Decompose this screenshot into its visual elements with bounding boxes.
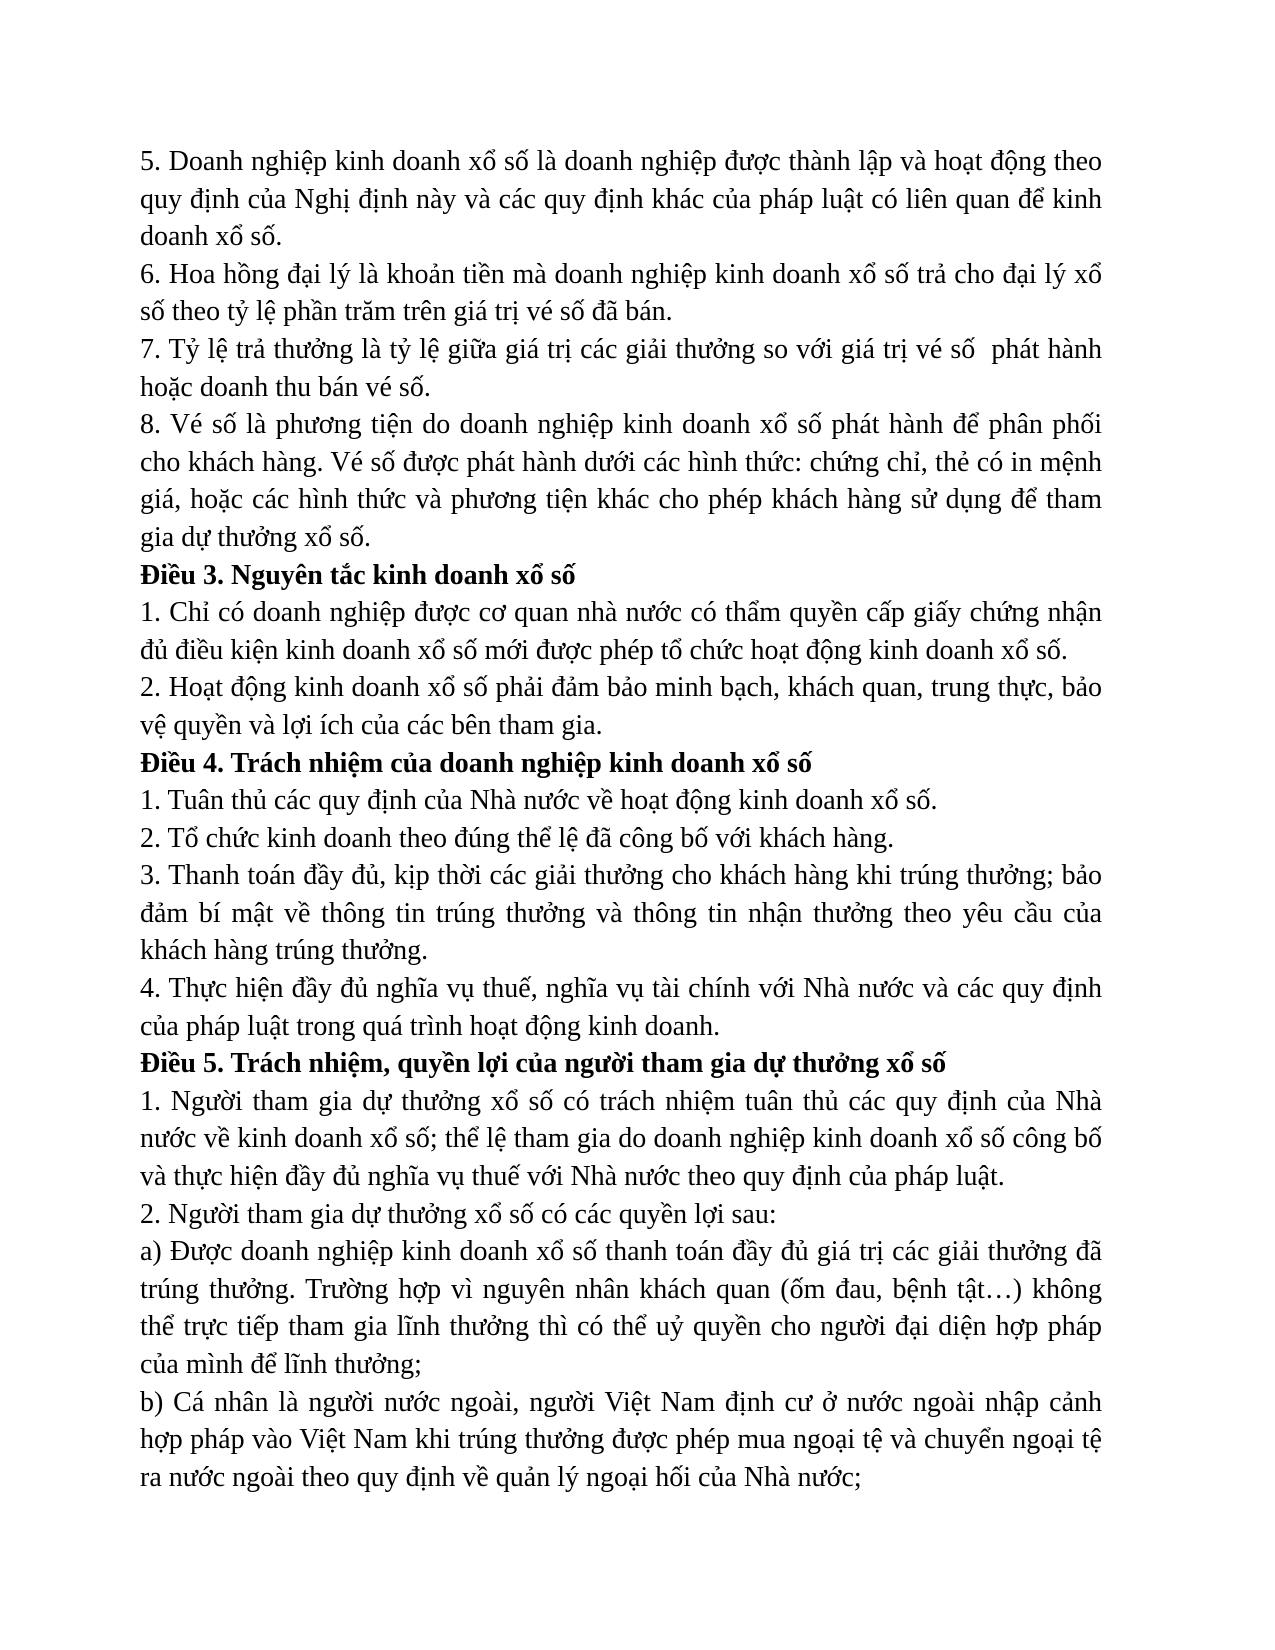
paragraph: 1. Chỉ có doanh nghiệp được cơ quan nhà nước có thẩm quyền cấp giấy chứng nhận đủ điều kiện kinh doanh xổ số mới được phép tổ chức hoạt động kinh doanh xổ số.: [140, 597, 1102, 666]
section-heading: Điều 3. Nguyên tắc kinh doanh xổ số: [140, 559, 576, 591]
paragraph: 3. Thanh toán đầy đủ, kịp thời các giải thưởng cho khách hàng khi trúng thưởng; bảo đảm bí mật về thông tin trúng thưởng và thông tin nhận thưởng theo yêu cầu của khách hàng trúng thưởng.: [140, 860, 1102, 967]
paragraph: 2. Người tham gia dự thưởng xổ số có các quyền lợi sau:: [140, 1198, 777, 1230]
section-heading: Điều 5. Trách nhiệm, quyền lợi của người tham gia dự thưởng xổ số: [140, 1048, 947, 1080]
document-body-text: [140, 143, 1102, 1496]
section-heading: Điều 4. Trách nhiệm của doanh nghiệp kinh doanh xổ số: [140, 747, 812, 779]
paragraph: 1. Người tham gia dự thưởng xổ số có trách nhiệm tuân thủ các quy định của Nhà nước về kinh doanh xổ số; thể lệ tham gia do doanh nghiệp kinh doanh xổ số công bố và thực hiện đầy đủ nghĩa vụ thuế với Nhà nước theo quy định của pháp luật.: [140, 1085, 1102, 1193]
paragraph: 6. Hoa hồng đại lý là khoản tiền mà doanh nghiệp kinh doanh xổ số trả cho đại lý xổ số theo tỷ lệ phần trăm trên giá trị vé số đã bán.: [140, 258, 1102, 328]
paragraph: 1. Tuân thủ các quy định của Nhà nước về hoạt động kinh doanh xổ số.: [140, 785, 938, 817]
paragraph: a) Được doanh nghiệp kinh doanh xổ số thanh toán đầy đủ giá trị các giải thưởng đã trúng thưởng. Trường hợp vì nguyên nhân khách quan (ốm đau, bệnh tật…) không thể trực tiếp tham gia lĩnh thưởng thì có thể uỷ quyền cho người đại diện hợp pháp của mình để lĩnh thưởng;: [140, 1236, 1102, 1380]
paragraph: 2. Tổ chức kinh doanh theo đúng thể lệ đã công bố với khách hàng.: [140, 822, 895, 854]
paragraph: b) Cá nhân là người nước ngoài, người Việt Nam định cư ở nước ngoài nhập cảnh hợp pháp vào Việt Nam khi trúng thưởng được phép mua ngoại tệ và chuyển ngoại tệ ra nước ngoài theo quy định về quản lý ngoại hối của Nhà nước;: [140, 1386, 1102, 1493]
paragraph: 2. Hoạt động kinh doanh xổ số phải đảm bảo minh bạch, khách quan, trung thực, bảo vệ quyền và lợi ích của các bên tham gia.: [140, 672, 1102, 741]
paragraph: 4. Thực hiện đầy đủ nghĩa vụ thuế, nghĩa vụ tài chính với Nhà nước và các quy định của pháp luật trong quá trình hoạt động kinh doanh.: [140, 973, 1102, 1042]
paragraph: 8. Vé số là phương tiện do doanh nghiệp kinh doanh xổ số phát hành để phân phối cho khách hàng. Vé số được phát hành dưới các hình thức: chứng chỉ, thẻ có in mệnh giá, hoặc các hình thức và phương tiện khác cho phép khách hàng sử dụng để tham gia dự thưởng xổ số.: [140, 409, 1102, 553]
paragraph: 5. Doanh nghiệp kinh doanh xổ số là doanh nghiệp được thành lập và hoạt động theo quy định của Nghị định này và các quy định khác của pháp luật có liên quan để kinh doanh xổ số.: [140, 146, 1102, 253]
paragraph: 7. Tỷ lệ trả thưởng là tỷ lệ giữa giá trị các giải thưởng so với giá trị vé số phát hành hoặc doanh thu bán vé số.: [140, 333, 1102, 403]
